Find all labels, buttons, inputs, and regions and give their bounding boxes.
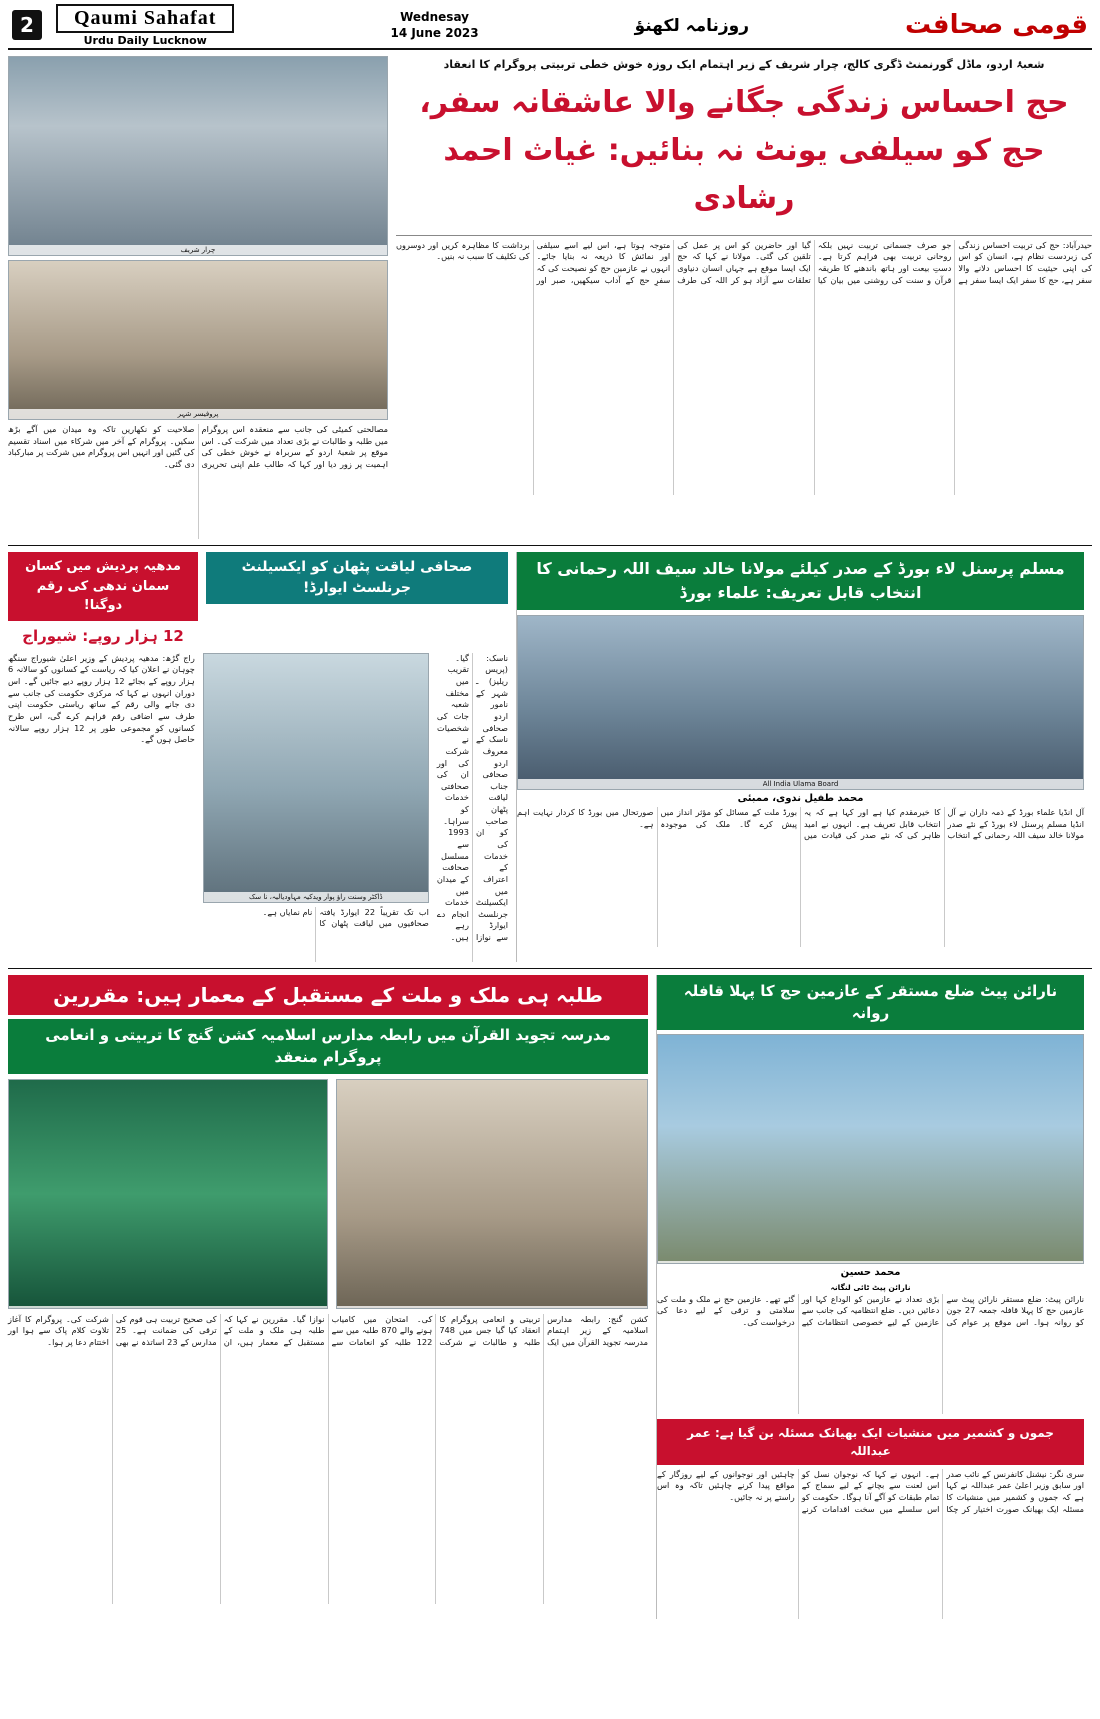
masthead-left — [12, 4, 234, 47]
lead-headline: حج احساس زندگی جگانے والا عاشقانہ سفر، حج کو سیلفی یونٹ نہ بنائیں: غیاث احمد رشادی — [419, 84, 1069, 216]
students-photos — [8, 1079, 648, 1309]
lead-para-1: حج کی تربیت احساس زندگی کی زبردست نظام ہے، انسان کو اس کی اپنی حیثیت کا احساس دلانے والا سفر ہے، حج کا سفر ایک ایسا سفر ہے جو صرف جسمانی تربیت نہیں بلکہ روحانی تربیت بھی فراہم کرتا ہے۔ — [817, 239, 1092, 285]
award-footer: اب تک تقریباً 22 ایوارڈ یافتہ صحافیوں میں لیاقت پٹھان کا نام نمایاں ہے۔ — [262, 906, 429, 929]
board-photo-block — [517, 615, 1084, 807]
bottom-right — [656, 975, 1092, 1619]
board-headline: مسلم پرسنل لاء بورڈ کے صدر کیلئے مولانا خالد سیف اللہ رحمانی کا انتخاب قابل تعریف: علماء بورڈ — [517, 552, 1084, 610]
issue-date — [390, 9, 478, 41]
award-body — [437, 653, 508, 962]
students-photo-2-caption — [337, 1306, 647, 1308]
masthead-title-block — [56, 4, 234, 47]
award-headline: صحافی لیاقت پٹھان کو ایکسیلنٹ جرنلسٹ ایوارڈ! — [206, 552, 508, 604]
award-body-text: ناسک کے معروف اردو صحافی جناب لیاقت پٹھان صاحب کو ان کی خدمات کے اعتراف میں ایکسیلنٹ جرنلسٹ ایوارڈ سے نوازا گیا۔ تقریب میں مختلف شعبہ جات کی شخصیات نے شرکت کی اور ان کی صحافتی خدمات کو سراہا۔ 1993 سے مسلسل صحافت کے میدان میں خدمات انجام دے رہے ہیں۔ — [436, 652, 508, 943]
caravan-subline: نارائن پیٹ ٹائی لنگانہ — [830, 1282, 911, 1292]
farmer-head-block — [8, 552, 198, 648]
masthead — [8, 6, 1092, 50]
award-photo — [203, 653, 429, 903]
caravan-byline: محمد حسین — [840, 1266, 901, 1278]
paper-title-ur: قومی صحافت — [905, 10, 1088, 40]
paper-title-en: Qaumi Sahafat — [56, 4, 234, 33]
board-photo — [517, 615, 1084, 790]
lead-story — [8, 56, 1092, 539]
caravan-photo — [657, 1034, 1084, 1264]
students-photo-2 — [336, 1079, 648, 1309]
award-body-row — [8, 653, 508, 962]
board-content — [517, 615, 1084, 807]
award-and-farmer-heads — [8, 552, 508, 648]
middle-right — [516, 552, 1092, 962]
paper-subtitle-ur: روزنامہ لکھنؤ — [634, 15, 750, 36]
board-byline: محمد طفیل ندوی، ممبئی — [737, 793, 864, 804]
lead-kicker: شعبۂ اردو، ماڈل گورنمنٹ ڈگری کالج، چرار شریف کے زیر اہتمام ایک روزہ خوش خطی تربیتی پروگرام کا انعقاد — [443, 58, 1045, 71]
lead-headline-column — [396, 56, 1092, 539]
students-photo-1-caption — [9, 1306, 327, 1308]
caravan-photo-caption — [658, 1261, 1083, 1263]
award-head-block — [206, 552, 508, 648]
lead-photo-1 — [8, 56, 388, 256]
award-photo-caption: ڈاکٹر وسنت راؤ پوار ویدکیہ مہاودیالیہ، نا سک — [204, 892, 428, 902]
award-photo-block — [203, 653, 429, 962]
lead-para-4: انہوں نے عازمین حج کو نصیحت کی کہ سفرِ حج کے آداب سیکھیں، صبر اور برداشت کا مظاہرہ کریں اور دوسروں کی تکلیف کا سبب نہ بنیں۔ — [396, 239, 671, 285]
page-number: 2 — [12, 10, 42, 40]
lead-photo-2 — [8, 260, 388, 420]
award-dateline: ناسک: (پریس ریلیز) ـ شہر کے نامور اردو صحافی — [475, 652, 508, 733]
farmer-subhead: 12 ہزار روپے: شیوراج — [22, 626, 184, 645]
lead-photo-2-caption: پروفیسر شہر — [9, 409, 387, 419]
jk-headline: جموں و کشمیر میں منشیات ایک بھیانک مسئلہ بن گیا ہے: عمر عبداللہ — [657, 1419, 1084, 1465]
board-photo-banner: All India Ulama Board — [518, 779, 1083, 789]
board-body: آل انڈیا علماء بورڈ کے ذمہ داران نے آل انڈیا مسلم پرسنل لاء بورڈ کے نئے صدر مولانا خالد سیف اللہ رحمانی کے انتخاب کا خیرمقدم کیا ہے اور کہا ہے کہ یہ انتخاب قابل تعریف ہے۔ انہوں نے امید ظاہر کی کہ نئے صدر کی قیادت میں بورڈ ملت کے مسائل کو مؤثر انداز میں پیش کرے گا۔ ملک کی موجودہ صورتحال میں بورڈ کا کردار نہایت اہم ہے۔ — [517, 807, 1084, 841]
jk-body: سری نگر: نیشنل کانفرنس کے نائب صدر اور سابق وزیر اعلیٰ عمر عبداللہ نے کہا ہے کہ جموں و کشمیر میں منشیات کا مسئلہ ایک بھیانک صورت اختیار کر چکا ہے۔ انہوں نے کہا کہ نوجوان نسل کو اس لعنت سے بچانے کے لیے سماج کے تمام طبقات کو آگے آنا ہوگا۔ حکومت کو اس سلسلے میں سخت اقدامات کرنے چاہئیں اور نوجوانوں کے لیے روزگار کے مواقع پیدا کرنے چاہئیں تاکہ وہ اس راستے پر نہ جائیں۔ — [657, 1468, 1084, 1514]
issue-day: Wednesay — [400, 9, 469, 24]
students-story — [8, 975, 648, 1619]
farmer-body: راج گڑھ: مدھیہ پردیش کے وزیر اعلیٰ شیوراج سنگھ چوہان نے اعلان کیا کہ ریاست کے کسانوں کو سالانہ 6 ہزار روپے کے بجائے 12 ہزار روپے دیے جائیں گے۔ اس دوران انہوں نے کہا کہ مرکزی حکومت کی جانب سے دی جانے والی رقم کے ساتھ ریاستی حکومت اپنی طرف سے اضافی رقم فراہم کرے گی، اس طرح کسانوں کو مجموعی طور پر 12 ہزار روپے سالانہ حاصل ہوں گے۔ — [8, 652, 195, 745]
caravan-headline: نارائن پیٹ ضلع مستقر کے عازمین حج کا پہلا قافلہ روانہ — [657, 975, 1084, 1030]
lead-body — [396, 240, 1092, 495]
lead-photo-1-caption: چرار شریف — [9, 245, 387, 255]
students-subhead: مدرسہ تجوید القرآن میں رابطہ مدارس اسلامیہ کشن گنج کا تربیتی و انعامی پروگرام منعقد — [8, 1019, 648, 1074]
lead-left-text: مصالحتی کمیٹی کی جانب سے منعقدہ اس پروگرام میں طلبہ و طالبات نے بڑی تعداد میں شرکت کی۔ اس موقع پر شعبۂ اردو کے سربراہ نے خوش خطی کی اہمیت پر زور دیا اور کہا کہ طالب علم اپنی تحریری صلاحیت کو نکھاریں تاکہ وہ میدان میں آگے بڑھ سکیں۔ پروگرام کے آخر میں شرکاء میں اسناد تقسیم کی گئیں اور انہیں اس پروگرام میں شرکت پر مبارکباد دی گئی۔ — [8, 424, 388, 469]
issue-date-value: 14 June 2023 — [390, 26, 479, 40]
students-body: کشن گنج: رابطہ مدارس اسلامیہ کے زیر اہتمام مدرسہ تجوید القرآن میں ایک تربیتی و انعامی پروگرام کا انعقاد کیا گیا جس میں 748 طلبہ و طالبات نے شرکت کی۔ امتحان میں کامیاب ہونے والے 870 طلبہ میں سے 122 طلبہ کو انعامات سے نوازا گیا۔ مقررین نے کہا کہ طلبہ ہی ملک و ملت کے مستقبل کے معمار ہیں، ان کی صحیح تربیت ہی قوم کی ترقی کی ضمانت ہے۔ 25 مدارس کے 23 اساتذہ نے بھی شرکت کی۔ پروگرام کا آغاز تلاوت کلام پاک سے ہوا اور اختتام دعا پر ہوا۔ — [8, 1313, 648, 1348]
students-photo-1 — [8, 1079, 328, 1309]
farmer-headline: مدھیہ پردیش میں کسان سمان ندھی کی رقم دوگنا! — [8, 552, 198, 621]
middle-left — [8, 552, 508, 962]
middle-section — [8, 552, 1092, 962]
lead-photos-column — [8, 56, 388, 539]
lead-para-3: مولانا نے کہا کہ حج ایک ایسا موقع ہے جہاں انسان دنیاوی تعلقات سے آزاد ہو کر اللہ کی طرف متوجہ ہوتا ہے، اس لیے اسے سیلفی اور نمائش کا ذریعہ نہ بنایا جائے۔ — [536, 239, 811, 285]
lead-dateline: حیدرآباد: — [1062, 239, 1092, 250]
caravan-body: نارائن پیٹ: ضلع مستقر نارائن پیٹ سے عازمین حج کا پہلا قافلہ جمعہ 27 جون کو روانہ ہوا۔ اس موقع پر عوام کی بڑی تعداد نے عازمین کو الوداع کہا اور دعائیں دیں۔ ضلع انتظامیہ کی جانب سے عازمین کے لیے خصوصی انتظامات کیے گئے تھے۔ عازمین حج نے ملک و ملت کی سلامتی و ترقی کے لیے دعا کی درخواست کی۔ — [657, 1293, 1084, 1328]
students-headline: طلبہ ہی ملک و ملت کے مستقبل کے معمار ہیں: مقررین — [8, 975, 648, 1015]
bottom-section — [8, 975, 1092, 1619]
paper-subtitle-en: Urdu Daily Lucknow — [83, 33, 207, 47]
lead-para-2: دستِ بیعت اور ہاتھ باندھنے کا طریقہ قرآن و سنت کی روشنی میں بیان کیا گیا اور حاضرین کو اس پر عمل کی تلقین کی گئی۔ — [677, 239, 952, 285]
